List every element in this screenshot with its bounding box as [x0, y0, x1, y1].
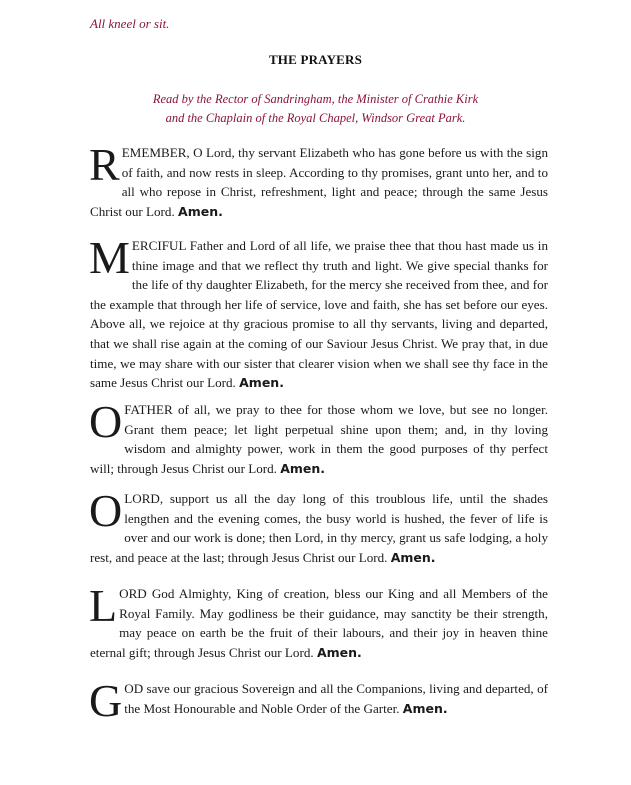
prayer-god-save-sovereign — [89, 675, 548, 726]
subtitle-line-2: and the Chaplain of the Royal Chapel, Windsor Great Park. — [165, 111, 466, 125]
drop-cap: O — [89, 396, 123, 447]
drop-cap: L — [89, 580, 118, 631]
amen: Amen. — [316, 644, 362, 660]
rubric-instruction: All kneel or sit. — [90, 16, 170, 31]
prayer-merciful-father — [89, 232, 548, 393]
page-title: THE PRAYERS — [268, 52, 363, 67]
amen: Amen. — [280, 460, 326, 476]
prayer-text: FATHER of all, we pray to thee for those whom we love, but see no longer. Grant them peace; let light perpetual shine upon them; and, in thy loving wisdom and almighty power, work in them the good purposes of thy perfect will; through Jesus Christ our Lord. — [90, 402, 548, 476]
amen: Amen. — [390, 549, 436, 565]
prayer-text: ORD God Almighty, King of creation, bless our King and all Members of the Royal Family. May godliness be their guidance, may sanctity be their strength, may peace on earth be the fruit of their labours, and their joy in heaven thine eternal gift; through Jesus Christ our Lord. — [90, 586, 548, 660]
prayer-text: OD save our gracious Sovereign and all the Companions, living and departed, of the Most Honourable and Noble Order of the Garter. — [124, 681, 548, 716]
prayer-o-lord-support — [89, 485, 548, 567]
prayer-text: EMEMBER, O Lord, thy servant Elizabeth who has gone before us with the sign of faith, and now rests in sleep. According to thy promises, grant unto her, and to all who repose in Christ, refreshment, light and peace; through the same Jesus Christ our Lord. — [90, 145, 548, 219]
drop-cap: R — [89, 139, 120, 190]
prayer-remember — [89, 139, 548, 221]
prayer-text: LORD, support us all the day long of this troublous life, until the shades lengthen and the evening comes, the busy world is hushed, the fever of life is over and our work is done; then Lord, in thy mercy, grant us safe lodging, a holy rest, and peace at the last; through Jesus Christ our Lord. — [90, 491, 548, 565]
prayer-text: ERCIFUL Father and Lord of all life, we praise thee that thou hast made us in thine image and that we reflect thy truth and light. We give special thanks for the life of thy daughter Elizabeth, for the mercy she received from thee, and for the example that through her life of service, love and faith, she has set before our eyes. Above all, we rejoice at thy gracious promise to all thy servants, living and departed, that we shall rise again at the coming of our Saviour Jesus Christ. We pray that, in due time, we may share with our sister that clearer vision when we shall see thy face in the same Jesus Christ our Lord. — [90, 238, 548, 391]
prayer-father-of-all — [89, 396, 548, 478]
drop-cap: G — [89, 675, 123, 726]
amen: Amen. — [402, 700, 448, 716]
subtitle-line-1: Read by the Rector of Sandringham, the Minister of Crathie Kirk — [152, 92, 479, 106]
amen: Amen. — [178, 203, 223, 219]
prayer-lord-god-almighty — [89, 580, 548, 662]
amen: Amen. — [239, 375, 284, 391]
drop-cap: O — [89, 485, 123, 536]
subtitle-rubric — [0, 90, 631, 128]
drop-cap: M — [89, 232, 130, 283]
